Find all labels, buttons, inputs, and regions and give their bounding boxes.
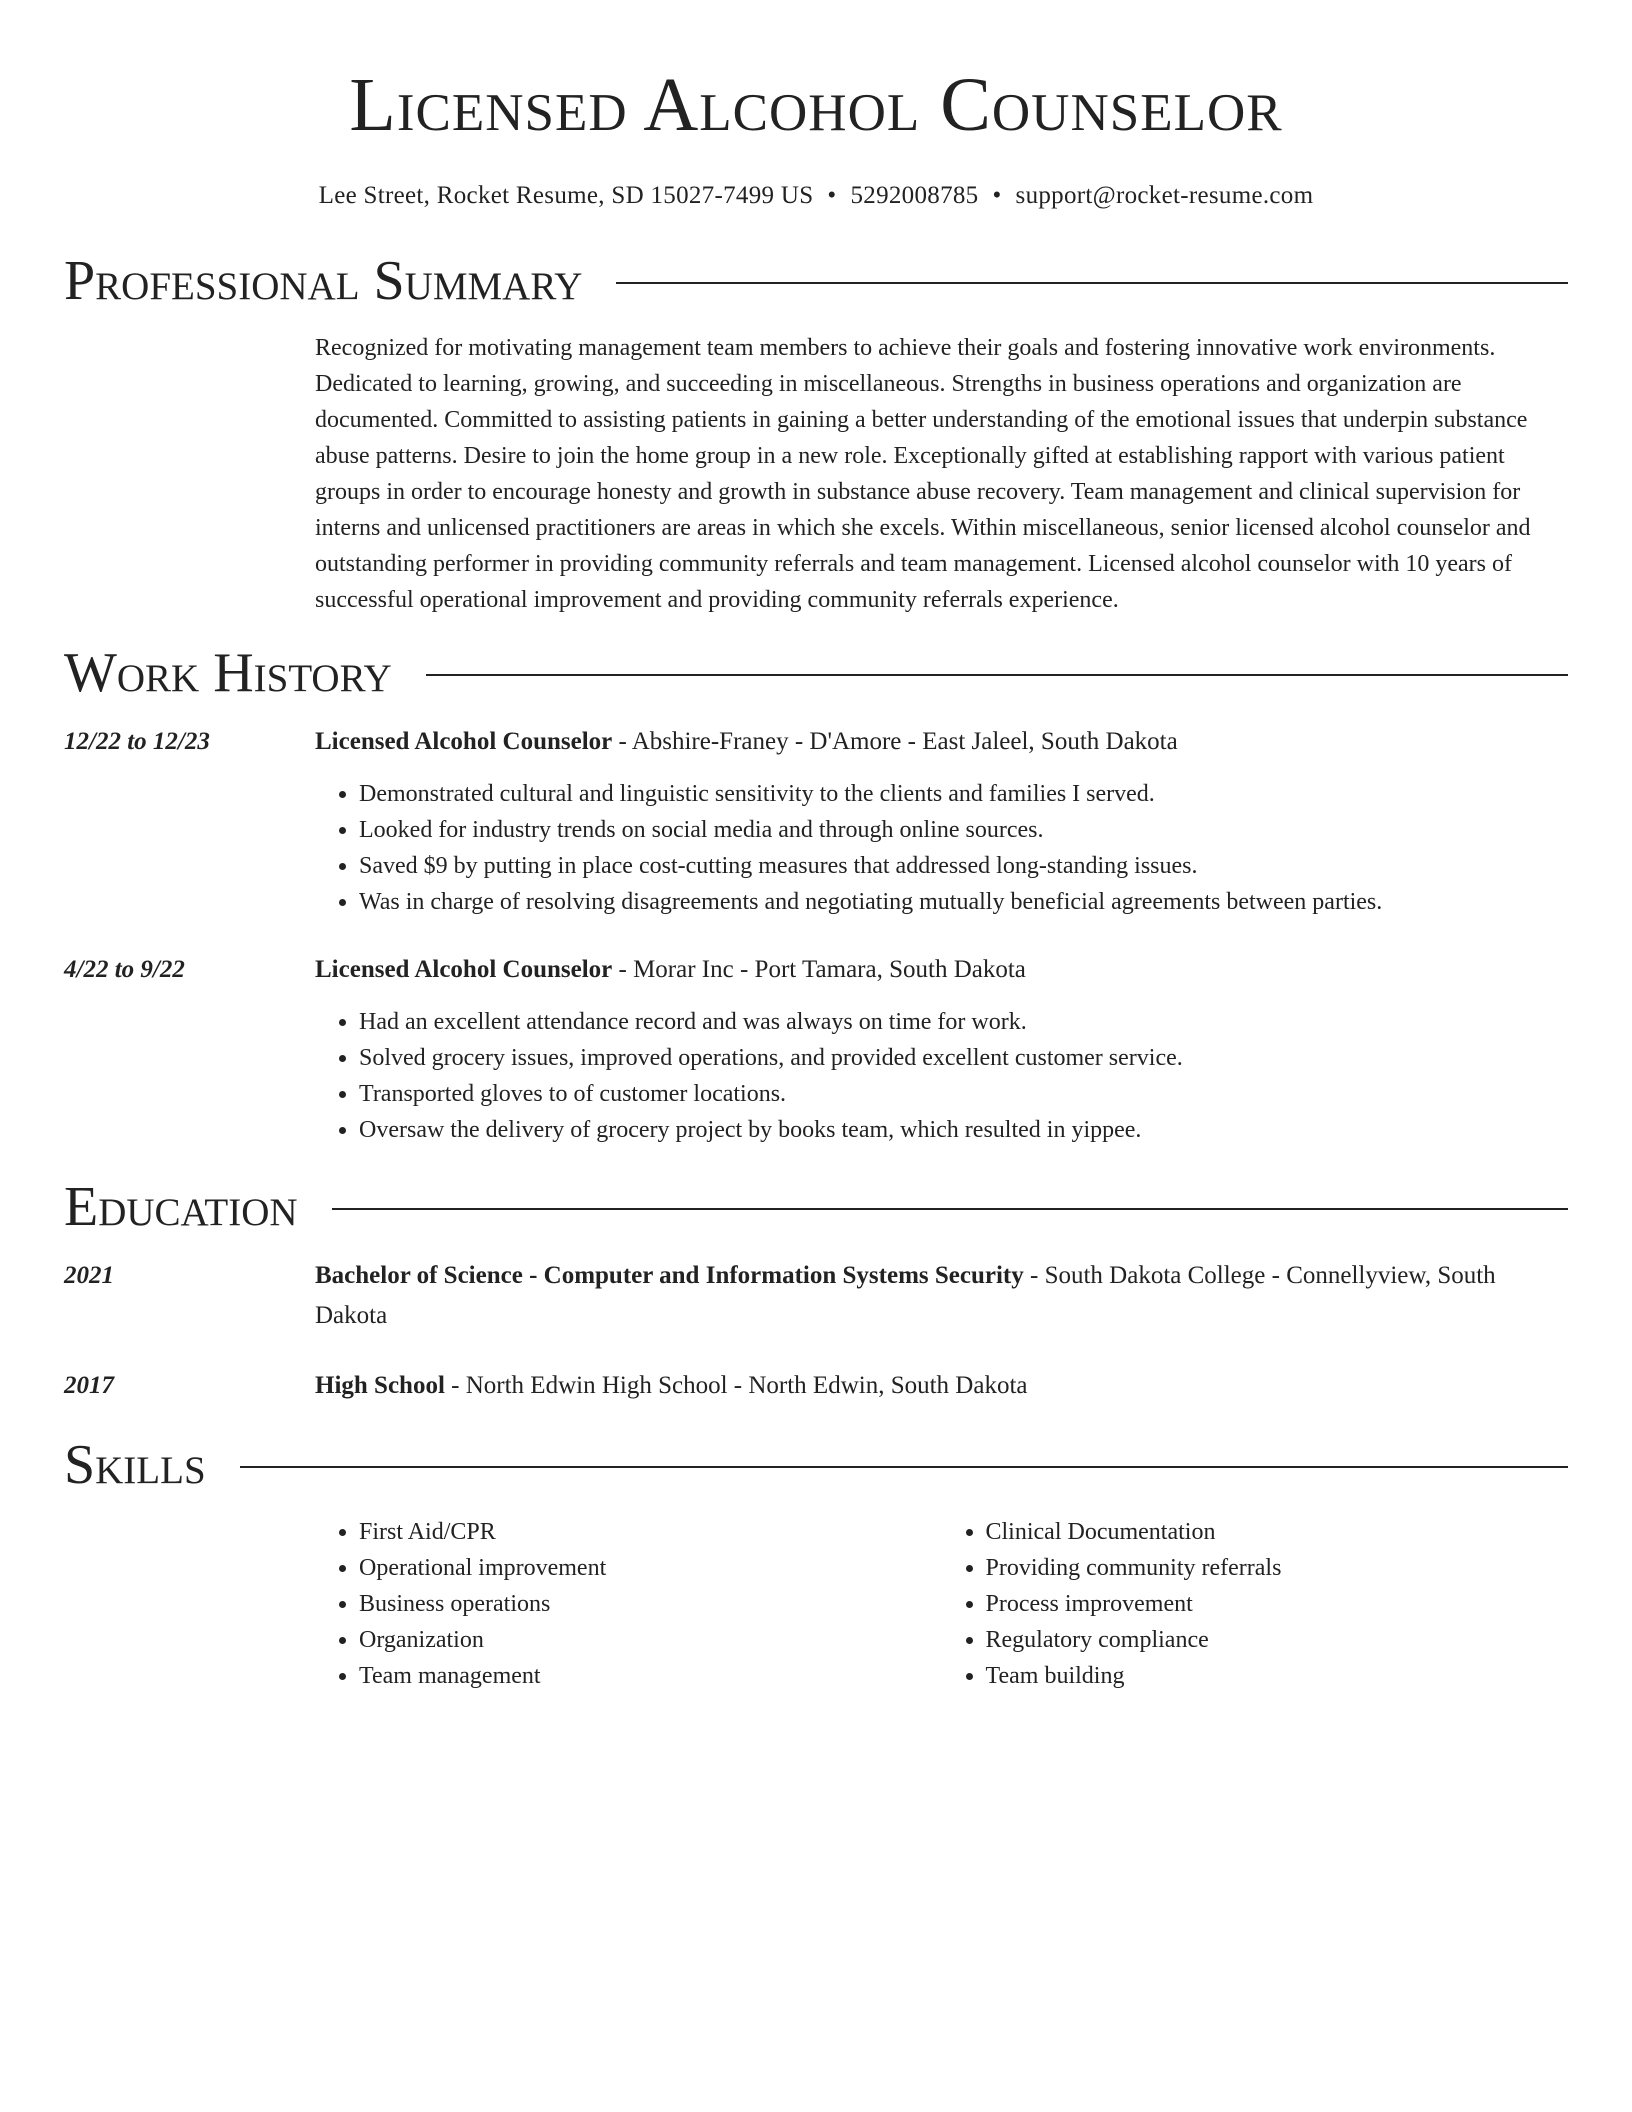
- skills-list-right: [942, 1514, 1569, 1694]
- section-header-summary: [64, 248, 1568, 314]
- resume-header: [64, 0, 1568, 212]
- summary-row: [64, 330, 1568, 618]
- skill-item: • Team management: [359, 1658, 942, 1694]
- job-body: [315, 950, 1568, 1148]
- job-bullets: [315, 1004, 1568, 1148]
- candidate-name: Licensed Alcohol Counselor: [349, 63, 1283, 147]
- list-item: • Looked for industry trends on social media and through online sources.: [359, 812, 1568, 848]
- job-heading: [315, 722, 1568, 762]
- education-school-location: - South Dakota College - Connellyview, South Dakota: [315, 1262, 1496, 1329]
- section-divider: [332, 1208, 1568, 1210]
- list-item: • Had an excellent attendance record and was always on time for work.: [359, 1004, 1568, 1040]
- education-degree: Bachelor of Science - Computer and Information Systems Security: [315, 1262, 1024, 1289]
- list-item: • Saved $9 by putting in place cost-cutting measures that addressed long-standing issues.: [359, 848, 1568, 884]
- section-divider: [426, 674, 1568, 676]
- section-header-education: [64, 1174, 1568, 1240]
- skills-spacer: [64, 1514, 315, 1694]
- contact-separator: •: [992, 182, 1002, 209]
- section-title: Skills: [64, 1434, 206, 1496]
- education-degree: High School: [315, 1372, 445, 1399]
- contact-line: [64, 180, 1568, 212]
- contact-email: support@rocket-resume.com: [1015, 182, 1314, 209]
- skill-item: • Business operations: [359, 1586, 942, 1622]
- job-title: Licensed Alcohol Counselor: [315, 956, 613, 983]
- job-employer-location: - Abshire-Franey - D'Amore - East Jaleel, South Dakota: [612, 728, 1178, 755]
- skills-columns: [315, 1514, 1568, 1694]
- education-entry: [64, 1256, 1568, 1336]
- job-title: Licensed Alcohol Counselor: [315, 728, 613, 755]
- list-item: • Transported gloves to of customer locations.: [359, 1076, 1568, 1112]
- skill-item: • Process improvement: [986, 1586, 1569, 1622]
- list-item: • Demonstrated cultural and linguistic sensitivity to the clients and families I served.: [359, 776, 1568, 812]
- contact-separator: •: [827, 182, 837, 209]
- section-title: Professional Summary: [64, 250, 583, 312]
- skills-row: [64, 1514, 1568, 1694]
- education-body: [315, 1366, 1568, 1406]
- job-bullets: [315, 776, 1568, 920]
- education-school-location: - North Edwin High School - North Edwin, South Dakota: [444, 1372, 1028, 1399]
- list-item: • Solved grocery issues, improved operations, and provided excellent customer service.: [359, 1040, 1568, 1076]
- summary-text: Recognized for motivating management team members to achieve their goals and fostering innovative work environments. Dedicated to learning, growing, and succeeding in miscellaneous. Strengths in business operations and organization are documented. Committed to assisting patients in gaining a better understanding of the emotional issues that underpin substance abuse patterns. Desire to join the home group in a new role. Exceptionally gifted at establishing rapport with various patient groups in order to encourage honesty and growth in substance abuse recovery. Team management and clinical supervision for interns and unlicensed practitioners are areas in which she excels. Within miscellaneous, senior licensed alcohol counselor and outstanding performer in providing community referrals and team management. Licensed alcohol counselor with 10 years of successful operational improvement and providing community referrals experience.: [315, 335, 1531, 613]
- contact-address: Lee Street, Rocket Resume, SD 15027-7499 US: [318, 182, 814, 209]
- skill-item: • Organization: [359, 1622, 942, 1658]
- skills-list-left: [315, 1514, 942, 1694]
- education-entry: [64, 1366, 1568, 1406]
- skill-item: • Regulatory compliance: [986, 1622, 1569, 1658]
- section-header-skills: [64, 1432, 1568, 1498]
- education-body: [315, 1256, 1568, 1336]
- skill-item: • First Aid/CPR: [359, 1514, 942, 1550]
- job-body: [315, 722, 1568, 920]
- education-year: 2021: [64, 1262, 114, 1289]
- job-entry: [64, 722, 1568, 920]
- skill-item: • Operational improvement: [359, 1550, 942, 1586]
- education-year: 2017: [64, 1372, 114, 1399]
- job-heading: [315, 950, 1568, 990]
- job-dates: 4/22 to 9/22: [64, 956, 185, 983]
- list-item: • Was in charge of resolving disagreements and negotiating mutually beneficial agreements between parties.: [359, 884, 1568, 920]
- contact-phone: 5292008785: [850, 182, 979, 209]
- job-entry: [64, 950, 1568, 1148]
- skill-item: • Clinical Documentation: [986, 1514, 1569, 1550]
- section-divider: [240, 1466, 1568, 1468]
- section-title: Work History: [64, 642, 392, 704]
- section-title: Education: [64, 1176, 298, 1238]
- section-divider: [616, 282, 1568, 284]
- summary-spacer: [64, 330, 315, 618]
- skill-item: • Team building: [986, 1658, 1569, 1694]
- list-item: • Oversaw the delivery of grocery project by books team, which resulted in yippee.: [359, 1112, 1568, 1148]
- skill-item: • Providing community referrals: [986, 1550, 1569, 1586]
- job-dates: 12/22 to 12/23: [64, 728, 210, 755]
- job-employer-location: - Morar Inc - Port Tamara, South Dakota: [612, 956, 1026, 983]
- section-header-work-history: [64, 640, 1568, 706]
